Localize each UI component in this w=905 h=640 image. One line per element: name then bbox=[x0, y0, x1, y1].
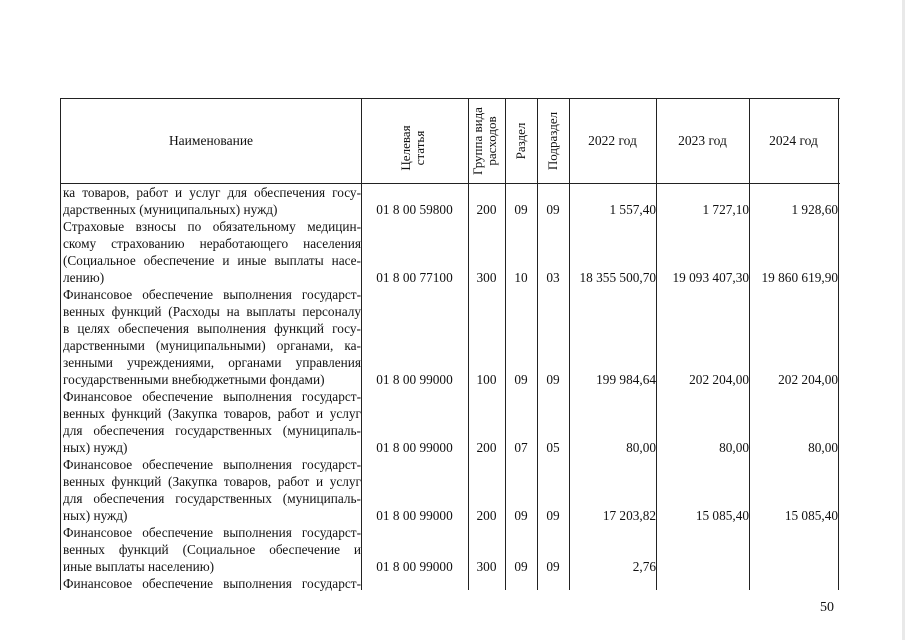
row5-name-line3: для обеспечения государственных (муниципаль- bbox=[63, 491, 361, 506]
row2-code: 01 8 00 77100 bbox=[376, 270, 453, 285]
header-target-article-line2: статья bbox=[411, 130, 427, 166]
row5-group: 200 bbox=[476, 508, 497, 523]
row4-subsection: 05 bbox=[546, 440, 560, 455]
row1-y2022: 1 557,40 bbox=[609, 202, 656, 217]
row6-section: 09 bbox=[514, 559, 528, 574]
row3-code: 01 8 00 99000 bbox=[376, 372, 453, 387]
row3-name-line2: венных функций (Расходы на выплаты персоналу bbox=[63, 304, 361, 319]
row6-name-line2: венных функций (Социальное обеспечение и bbox=[63, 542, 361, 557]
row4-y2024: 80,00 bbox=[808, 440, 838, 455]
header-expense-group bbox=[471, 92, 501, 190]
row5-y2023: 15 085,40 bbox=[695, 508, 749, 523]
row2-name-line1: Страховые взносы по обязательному медицин- bbox=[63, 219, 361, 234]
row2-y2024: 19 860 619,90 bbox=[761, 270, 838, 285]
row6-name-line1: Финансовое обеспечение выполнения государст- bbox=[63, 525, 361, 540]
row6-group: 300 bbox=[476, 559, 497, 574]
row3-y2023: 202 204,00 bbox=[689, 372, 749, 387]
row3-name-line3: в целях обеспечения выполнения функций госу- bbox=[63, 321, 361, 336]
row1-y2024: 1 928,60 bbox=[791, 202, 838, 217]
row3-group: 100 bbox=[476, 372, 497, 387]
row5-name-line2: венных функций (Закупка товаров, работ и услуг bbox=[63, 474, 361, 489]
row2-name-line3: (Социальное обеспечение и иные выплаты насе- bbox=[63, 253, 361, 268]
row4-section: 07 bbox=[514, 440, 528, 455]
header-section: Раздел bbox=[513, 122, 528, 160]
row4-name-line4: ных) нужд) bbox=[63, 440, 128, 455]
row2-name-line4: лению) bbox=[63, 270, 105, 285]
row3-name-line1: Финансовое обеспечение выполнения государст- bbox=[63, 287, 361, 302]
header-target-article-line1: Целевая bbox=[398, 125, 413, 171]
row4-y2023: 80,00 bbox=[719, 440, 749, 455]
page-number: 50 bbox=[820, 600, 834, 615]
row5-name-line1: Финансовое обеспечение выполнения государст- bbox=[63, 457, 361, 472]
header-name: Наименование bbox=[168, 133, 254, 148]
header-target-article bbox=[399, 108, 429, 188]
row1-group: 200 bbox=[476, 202, 497, 217]
row4-group: 200 bbox=[476, 440, 497, 455]
row3-y2022: 199 984,64 bbox=[596, 372, 656, 387]
row5-section: 09 bbox=[514, 508, 528, 523]
table-right-border bbox=[838, 98, 839, 590]
row2-section: 10 bbox=[514, 270, 528, 285]
row3-y2024: 202 204,00 bbox=[778, 372, 838, 387]
table-top-border bbox=[60, 98, 840, 99]
header-subsection: Подраздел bbox=[545, 111, 560, 171]
row3-name-line4: дарственными (муниципальными) органами, ка- bbox=[63, 338, 361, 353]
row4-y2022: 80,00 bbox=[626, 440, 656, 455]
row1-subsection: 09 bbox=[546, 202, 560, 217]
row3-section: 09 bbox=[514, 372, 528, 387]
header-expense-group-line2: расходов bbox=[483, 116, 499, 166]
row3-name-line6: государственными внебюджетными фондами) bbox=[63, 372, 325, 387]
row5-subsection: 09 bbox=[546, 508, 560, 523]
row4-code: 01 8 00 99000 bbox=[376, 440, 453, 455]
row4-name-line2: венных функций (Закупка товаров, работ и услуг bbox=[63, 406, 361, 421]
header-year-2024: 2024 год bbox=[769, 133, 818, 148]
row6-name-line3: иные выплаты населению) bbox=[63, 559, 215, 574]
row3-subsection: 09 bbox=[546, 372, 560, 387]
row3-name-line5: зенными учреждениями, органами управления bbox=[63, 355, 361, 370]
row4-name-line1: Финансовое обеспечение выполнения государст- bbox=[63, 389, 361, 404]
row1-section: 09 bbox=[514, 202, 528, 217]
header-year-2023: 2023 год bbox=[678, 133, 727, 148]
row1-y2023: 1 727,10 bbox=[702, 202, 749, 217]
row1-name-line1: ка товаров, работ и услуг для обеспечения госу- bbox=[63, 185, 361, 200]
row2-y2023: 19 093 407,30 bbox=[672, 270, 749, 285]
header-expense-group-line1: Группа вида bbox=[470, 107, 485, 175]
table-left-border bbox=[60, 98, 61, 590]
row5-code: 01 8 00 99000 bbox=[376, 508, 453, 523]
row2-subsection: 03 bbox=[546, 270, 560, 285]
row5-y2024: 15 085,40 bbox=[784, 508, 838, 523]
row7-name-line1: Финансовое обеспечение выполнения государст- bbox=[63, 576, 361, 591]
row2-y2022: 18 355 500,70 bbox=[579, 270, 656, 285]
header-year-2022: 2022 год bbox=[588, 133, 637, 148]
row2-name-line2: скому страхованию неработающего населения bbox=[63, 236, 361, 251]
row6-y2022: 2,76 bbox=[632, 559, 656, 574]
row4-name-line3: для обеспечения государственных (муниципаль- bbox=[63, 423, 361, 438]
row2-group: 300 bbox=[476, 270, 497, 285]
row6-code: 01 8 00 99000 bbox=[376, 559, 453, 574]
row5-y2022: 17 203,82 bbox=[602, 508, 656, 523]
row5-name-line4: ных) нужд) bbox=[63, 508, 128, 523]
row1-name-line2: дарственных (муниципальных) нужд) bbox=[63, 202, 278, 217]
row1-code: 01 8 00 59800 bbox=[376, 202, 453, 217]
row6-subsection: 09 bbox=[546, 559, 560, 574]
